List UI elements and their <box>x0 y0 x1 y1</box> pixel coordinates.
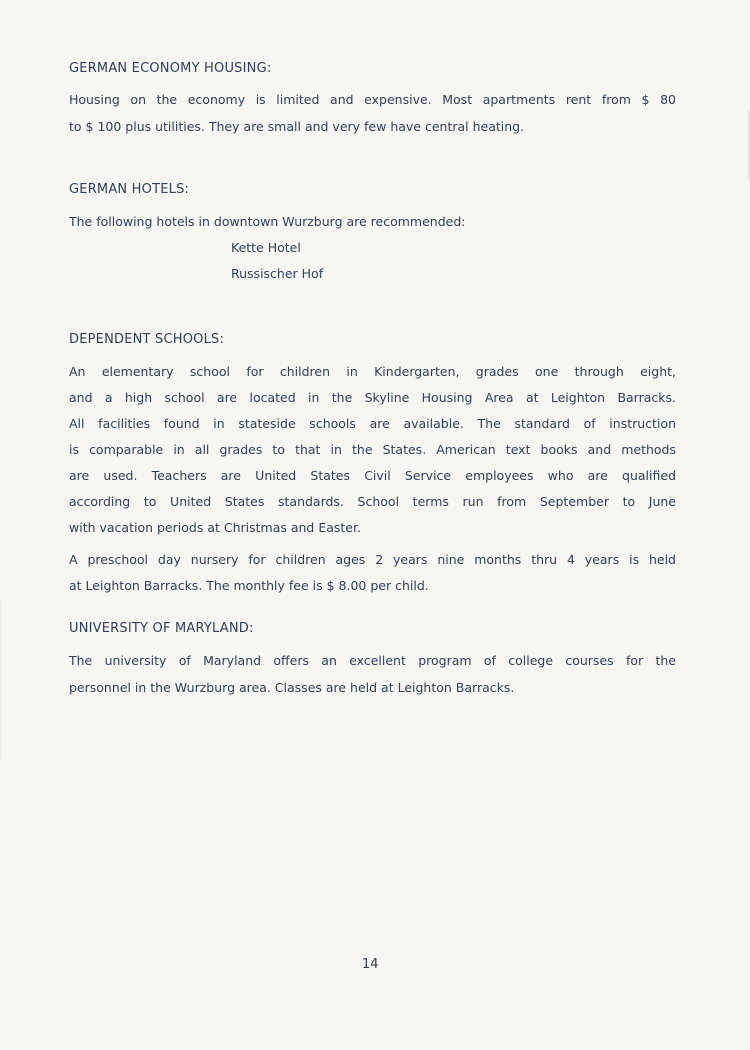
page-number: 14 <box>362 957 379 972</box>
schools-paragraph2-line-1: A preschool day nursery for children ages 2 years nine months thru 4 years is held <box>69 552 676 567</box>
schools-paragraph1-line-3: All facilities found in stateside schools are available. The standard of instruction <box>69 416 676 431</box>
schools-paragraph2-line-2: at Leighton Barracks. The monthly fee is $ 8.00 per child. <box>69 578 429 593</box>
schools-paragraph1-line-7: with vacation periods at Christmas and Easter. <box>69 520 361 535</box>
university-line-2: personnel in the Wurzburg area. Classes are held at Leighton Barracks. <box>69 680 515 695</box>
economy-housing-line-2: to $ 100 plus utilities. They are small and very few have central heating. <box>69 119 525 134</box>
hotel-name-kette-hotel: Kette Hotel <box>231 240 301 255</box>
economy-housing-line-1: Housing on the economy is limited and expensive. Most apartments rent from $ 80 <box>69 92 676 107</box>
section-heading-university: UNIVERSITY OF MARYLAND: <box>69 621 254 636</box>
schools-paragraph1-line-6: according to United States standards. School terms run from September to June <box>69 494 676 509</box>
section-heading-economy-housing: GERMAN ECONOMY HOUSING: <box>69 61 272 76</box>
schools-paragraph1-line-2: and a high school are located in the Skyline Housing Area at Leighton Barracks. <box>69 390 676 405</box>
schools-paragraph1-line-5: are used. Teachers are United States Civil Service employees who are qualified <box>69 468 676 483</box>
hotels-intro: The following hotels in downtown Wurzburg are recommended: <box>69 214 466 229</box>
scan-edge-shadow-left <box>0 600 2 760</box>
section-heading-dependent-schools: DEPENDENT SCHOOLS: <box>69 332 225 347</box>
hotel-name-russischer-hof: Russischer Hof <box>231 266 324 281</box>
section-heading-hotels: GERMAN HOTELS: <box>69 182 190 197</box>
university-line-1: The university of Maryland offers an excellent program of college courses for the <box>69 653 676 668</box>
schools-paragraph1-line-4: is comparable in all grades to that in the States. American text books and methods <box>69 442 676 457</box>
schools-paragraph1-line-1: An elementary school for children in Kindergarten, grades one through eight, <box>69 364 676 379</box>
